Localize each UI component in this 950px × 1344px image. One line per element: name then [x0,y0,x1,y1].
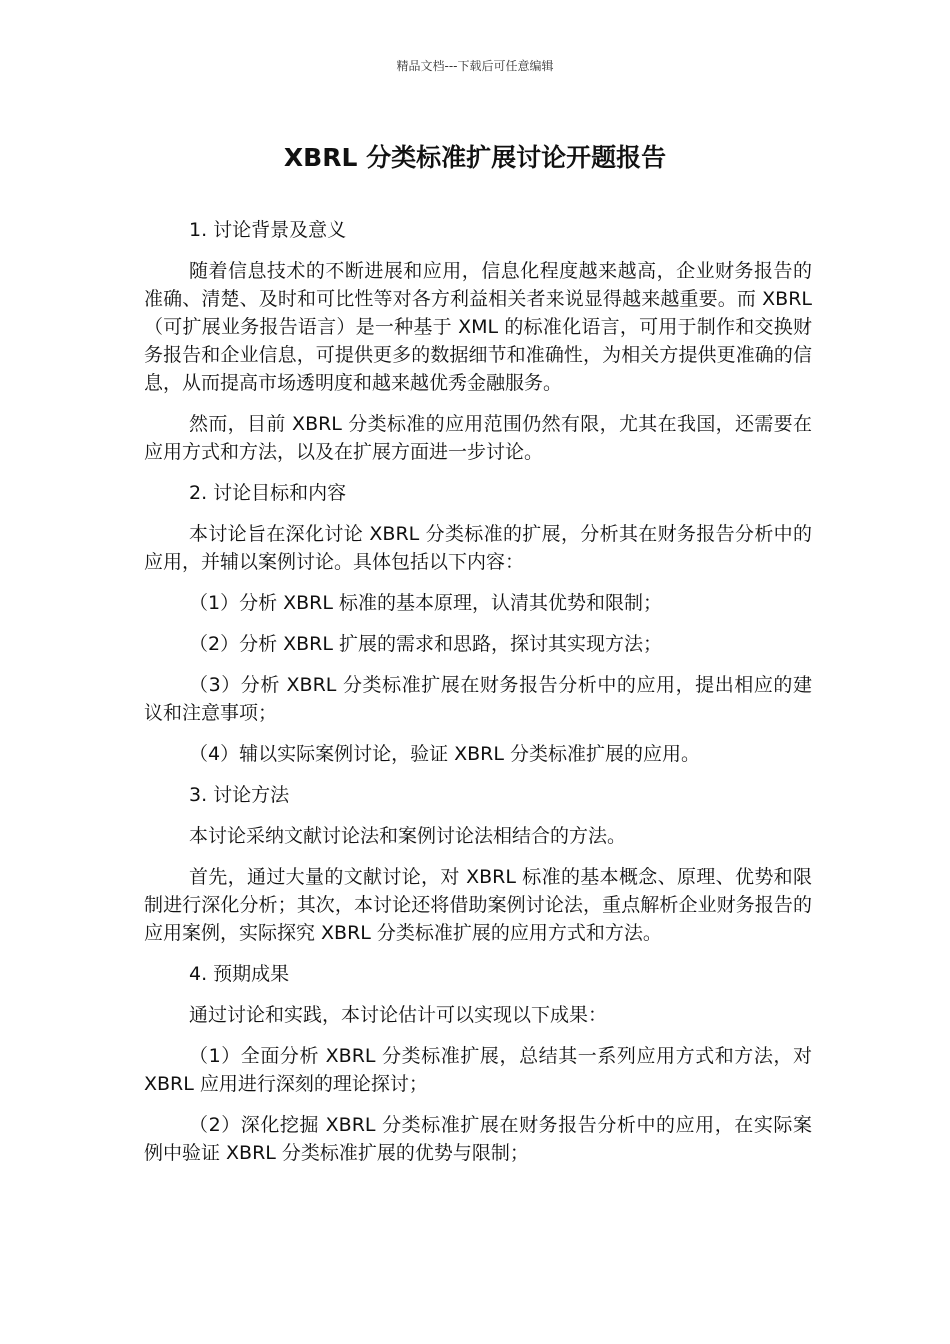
list-item: （1）分析 XBRL 标准的基本原理，认清其优势和限制； [189,592,663,614]
paragraph: 本讨论旨在深化讨论 XBRL 分类标准的扩展，分析其在财务报告分析中的应用，并辅以案例讨论。具体包括以下内容： [144,523,812,573]
section-heading: 4. 预期成果 [189,963,290,985]
list-item: （1）全面分析 XBRL 分类标准扩展，总结其一系列应用方式和方法，对 XBRL 应用进行深刻的理论探讨； [144,1045,812,1095]
section-heading: 2. 讨论目标和内容 [189,482,347,504]
paragraph: 本讨论采纳文献讨论法和案例讨论法相结合的方法。 [189,825,627,847]
document-title: XBRL 分类标准扩展讨论开题报告 [283,143,667,172]
section-heading: 1. 讨论背景及意义 [189,219,347,241]
paragraph: 首先，通过大量的文献讨论，对 XBRL 标准的基本概念、原理、优势和限制进行深化分析；其次，本讨论还将借助案例讨论法，重点解析企业财务报告的应用案例，实际探究 XBRL 分类标准扩展的应用方式和方法。 [144,866,812,944]
list-item: （3）分析 XBRL 分类标准扩展在财务报告分析中的应用，提出相应的建议和注意事项； [144,674,812,724]
list-item: （2）深化挖掘 XBRL 分类标准扩展在财务报告分析中的应用，在实际案例中验证 XBRL 分类标准扩展的优势与限制； [144,1114,812,1164]
section-heading: 3. 讨论方法 [189,784,290,806]
paragraph: 随着信息技术的不断进展和应用，信息化程度越来越高，企业财务报告的准确、清楚、及时和可比性等对各方利益相关者来说显得越来越重要。而 XBRL（可扩展业务报告语言）是一种基于 XML 的标准化语言，可用于制作和交换财务报告和企业信息，可提供更多的数据细节和准确性，为相关方提供更准确的信息，从而提高市场透明度和越来越优秀金融服务。 [144,260,812,394]
list-item: （2）分析 XBRL 扩展的需求和思路，探讨其实现方法； [189,633,663,655]
document-body [144,216,812,1180]
header-note: 精品文档---下载后可任意编辑 [396,59,554,73]
paragraph: 然而，目前 XBRL 分类标准的应用范围仍然有限，尤其在我国，还需要在应用方式和方法，以及在扩展方面进一步讨论。 [144,413,812,463]
list-item: （4）辅以实际案例讨论，验证 XBRL 分类标准扩展的应用。 [189,743,701,765]
paragraph: 通过讨论和实践，本讨论估计可以实现以下成果： [189,1004,608,1026]
